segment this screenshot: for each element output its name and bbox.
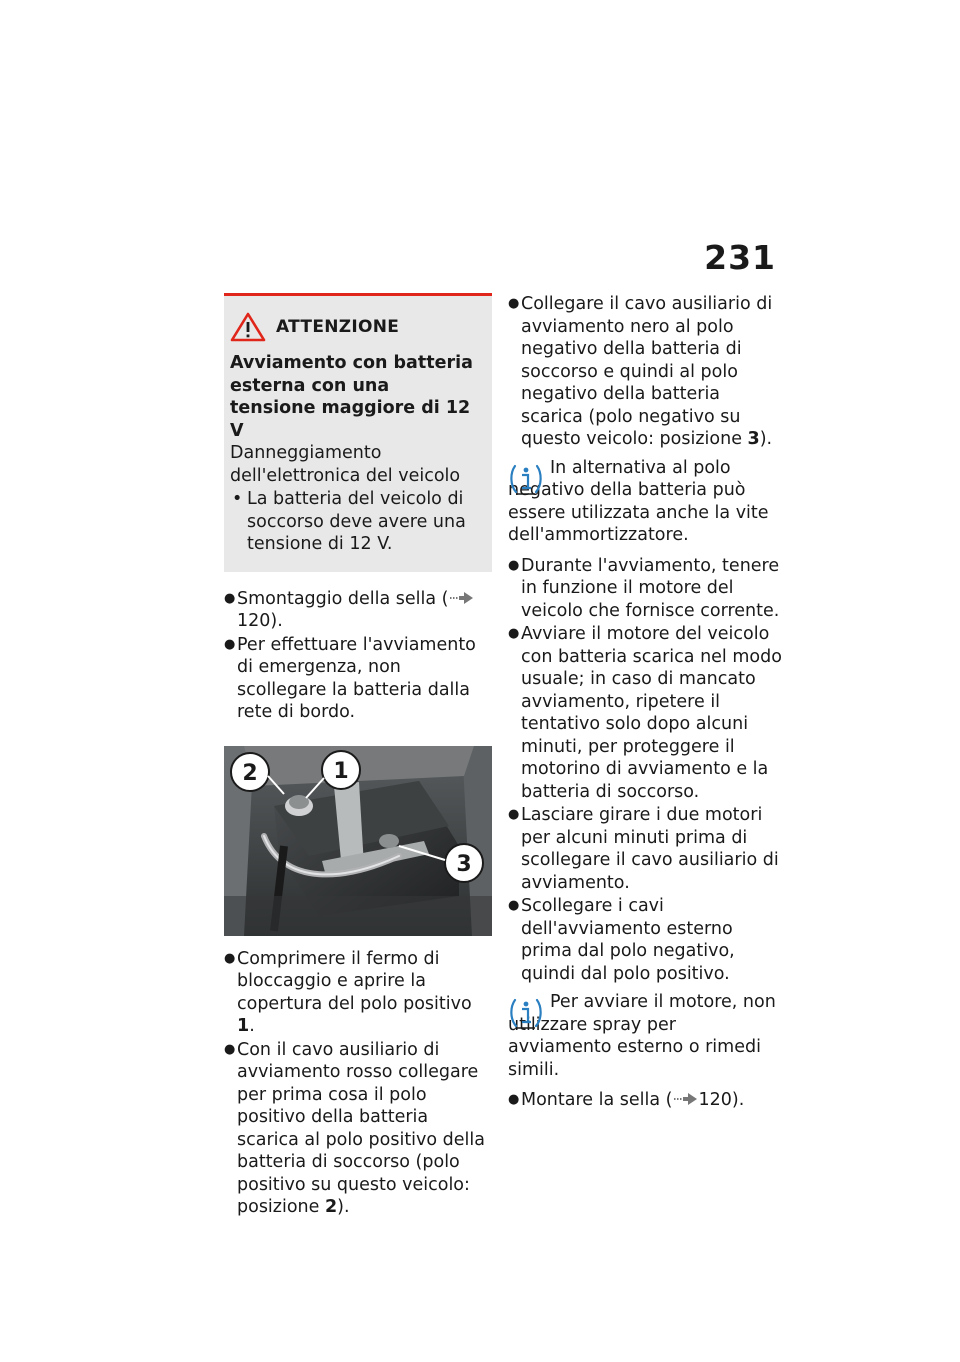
battery-illustration: [224, 746, 492, 936]
info-note-icon: [508, 995, 544, 1031]
position-number: 1: [237, 1016, 250, 1036]
warning-triangle-icon: [230, 312, 266, 342]
warning-title: ATTENZIONE: [276, 316, 400, 337]
info-note-alternative-ground: [508, 457, 782, 547]
bullet-dot: ●: [508, 898, 520, 913]
info-note-no-spray: [508, 991, 782, 1081]
right-column: [508, 293, 782, 1113]
step-do-not-disconnect: [224, 634, 492, 724]
bullet-dot: ●: [508, 557, 520, 573]
info-note-icon: [508, 461, 544, 497]
bullet-dot: ●: [224, 950, 236, 966]
step-text: Avviare il motore del veicolo con batteria scarica nel modo usuale; in caso di mancato avviamento, ripetere il tentativo solo dopo alcuni minuti, per proteggere il motorino di avviamento e la batteria di soccorso.: [521, 624, 782, 802]
step-text: Per effettuare l'avviamento di emergenza, non scollegare la batteria dalla rete di bordo.: [237, 634, 476, 722]
warning-subtitle: Avviamento con batteria esterna con una tensione maggiore di 12 V: [230, 353, 473, 441]
step-text: Durante l'avviamento, tenere in funzione il motore del veicolo che fornisce corrente.: [521, 555, 780, 621]
info-note-text: Per avviare il motore, non utilizzare spray per avviamento esterno o rimedi simili.: [508, 992, 776, 1080]
step-disconnect-cables: [508, 895, 782, 985]
bullet-dot: ●: [508, 1092, 520, 1107]
step-connect-black-cable: ● Collegare il cavo ausiliario di avviamento nero al polo negativo della batteria di soccorso e quindi al polo negativo della batteria scarica (polo negativo su questo veicolo: posizione 3).: [508, 294, 773, 449]
step-let-run: [508, 804, 782, 894]
bullet-dot: ●: [224, 590, 236, 606]
figure-callout-1: [322, 751, 360, 789]
page-reference-arrow-icon: [673, 1092, 699, 1106]
page-number: 231: [704, 238, 776, 277]
warning-box: [224, 293, 492, 572]
callout-label: 3: [456, 851, 472, 877]
callout-label: 2: [242, 760, 258, 786]
position-number: 3: [747, 429, 760, 449]
step-start-engine: [508, 623, 782, 803]
step-text: Con il cavo ausiliario di avviamento rosso collegare per prima cosa il polo positivo della batteria scarica al polo positivo della batteria di soccorso (polo positivo su questo veicolo: posizione: [237, 1039, 485, 1217]
bullet-dot: ●: [224, 636, 236, 652]
step-text: Scollegare i cavi dell'avviamento esterno prima dal polo negativo, quindi dal polo positivo.: [521, 896, 735, 984]
bullet-dot: ●: [508, 626, 520, 641]
battery-figure: [224, 746, 492, 936]
page-reference[interactable]: 120: [698, 1090, 732, 1110]
figure-callout-3: [445, 844, 483, 882]
bullet-dot: ●: [508, 807, 520, 822]
step-text: Lasciare girare i due motori per alcuni minuti prima di scollegare il cavo ausiliario di avviamento.: [521, 805, 779, 893]
warning-instruction-text: La batteria del veicolo di soccorso deve avere una tensione di 12 V.: [247, 489, 466, 554]
warning-instruction: [230, 488, 478, 556]
left-column: [224, 293, 492, 1220]
step-text: Montare la sella (: [521, 1090, 673, 1110]
callout-label: 1: [333, 758, 349, 784]
step-text: Comprimere il fermo di bloccaggio e aprire la copertura del polo positivo: [237, 948, 472, 1014]
bullet-dot: ●: [224, 1041, 236, 1057]
page-reference[interactable]: 120: [237, 611, 271, 631]
step-connect-red-cable: ● Con il cavo ausiliario di avviamento rosso collegare per prima cosa il polo positivo della batteria scarica al polo positivo della batteria di soccorso (polo positivo su questo veicolo: posizione 2).: [224, 1039, 485, 1217]
step-text: Collegare il cavo ausiliario di avviamento nero al polo negativo della batteria di soccorso e quindi al polo negativo della batteria scarica (polo negativo su questo veicolo: posizione: [521, 294, 773, 449]
step-open-positive-cover: ● Comprimere il fermo di bloccaggio e aprire la copertura del polo positivo 1.: [224, 948, 472, 1036]
warning-header: [230, 312, 478, 342]
bullet-dot: •: [232, 489, 243, 509]
info-note-text: In alternativa al polo negativo della batteria può essere utilizzata anche la vite dell'ammortizzatore.: [508, 457, 769, 545]
bullet-dot: ●: [508, 296, 520, 311]
warning-consequence: Danneggiamento dell'elettronica del veicolo: [230, 443, 461, 486]
step-mount-seat: ● Montare la sella ( 120).: [508, 1090, 745, 1110]
step-text: Smontaggio della sella (: [237, 588, 449, 609]
step-keep-running: [508, 555, 782, 623]
figure-callout-2: [231, 753, 269, 791]
page-reference-arrow-icon: [449, 591, 475, 605]
position-number: 2: [324, 1197, 338, 1217]
step-remove-seat: ● Smontaggio della sella (120).: [224, 588, 492, 633]
